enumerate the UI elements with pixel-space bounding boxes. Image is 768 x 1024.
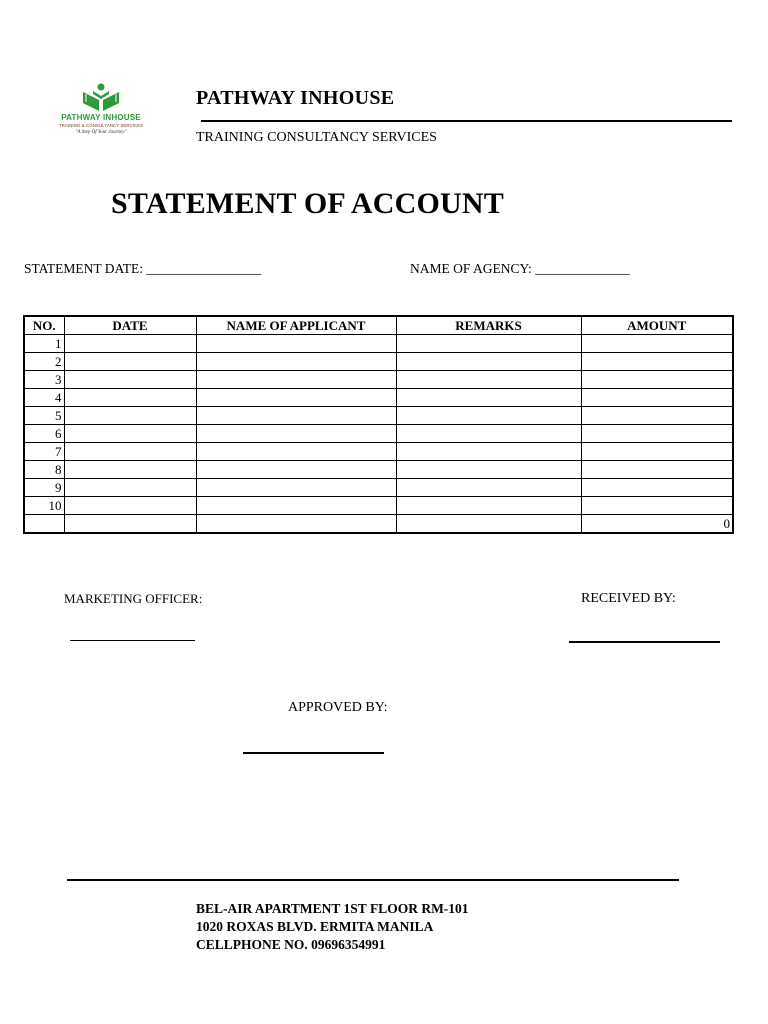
document-title: STATEMENT OF ACCOUNT: [111, 187, 504, 220]
table-row: [24, 461, 733, 479]
applicant-cell[interactable]: [196, 371, 396, 389]
amount-cell[interactable]: [581, 389, 733, 407]
logo-name: PATHWAY INHOUSE: [61, 113, 141, 122]
statement-table: [23, 315, 734, 534]
received-by-signature-line[interactable]: [569, 641, 720, 643]
date-cell[interactable]: [64, 371, 196, 389]
amount-cell[interactable]: [581, 443, 733, 461]
table-row: [24, 479, 733, 497]
received-by-label: RECEIVED BY:: [581, 591, 676, 606]
address-phone: CELLPHONE NO. 09696354991: [196, 937, 386, 952]
remarks-cell[interactable]: [396, 443, 581, 461]
remarks-cell[interactable]: [396, 407, 581, 425]
address-line-2: 1020 ROXAS BLVD. ERMITA MANILA: [196, 919, 434, 934]
row-number: 7: [24, 443, 64, 461]
agency-name-field[interactable]: NAME OF AGENCY: ______________: [410, 261, 630, 276]
date-cell[interactable]: [64, 497, 196, 515]
logo-subtitle: TRAINING & CONSULTANCY SERVICES: [58, 123, 144, 128]
remarks-cell[interactable]: [396, 371, 581, 389]
remarks-cell[interactable]: [396, 353, 581, 371]
amount-cell[interactable]: [581, 353, 733, 371]
row-number: 8: [24, 461, 64, 479]
column-header-applicant: NAME OF APPLICANT: [196, 316, 396, 335]
header-divider: [201, 120, 732, 122]
approved-by-signature-line[interactable]: [243, 752, 384, 754]
date-cell[interactable]: [64, 353, 196, 371]
remarks-cell[interactable]: [396, 461, 581, 479]
applicant-cell[interactable]: [196, 425, 396, 443]
applicant-cell[interactable]: [196, 497, 396, 515]
remarks-cell[interactable]: [396, 479, 581, 497]
amount-cell[interactable]: [581, 479, 733, 497]
marketing-officer-label: MARKETING OFFICER:: [64, 591, 203, 606]
amount-cell[interactable]: [581, 497, 733, 515]
address-line-1: BEL-AIR APARTMENT 1ST FLOOR RM-101: [196, 901, 469, 916]
company-name: PATHWAY INHOUSE: [196, 87, 395, 109]
row-number: 9: [24, 479, 64, 497]
table-row: [24, 389, 733, 407]
company-logo: [46, 82, 156, 144]
date-cell[interactable]: [64, 443, 196, 461]
total-row: [24, 515, 733, 534]
statement-date-field[interactable]: STATEMENT DATE: _________________: [24, 261, 262, 276]
applicant-cell[interactable]: [196, 335, 396, 353]
date-cell[interactable]: [64, 389, 196, 407]
total-amount: 0: [581, 515, 733, 534]
date-cell[interactable]: [64, 425, 196, 443]
date-cell[interactable]: [64, 479, 196, 497]
total-row-number: [24, 515, 64, 534]
row-number: 1: [24, 335, 64, 353]
table-row: [24, 407, 733, 425]
applicant-cell[interactable]: [196, 353, 396, 371]
company-services: TRAINING CONSULTANCY SERVICES: [196, 130, 437, 145]
table-row: [24, 443, 733, 461]
amount-cell[interactable]: [581, 461, 733, 479]
column-header-no: NO.: [24, 316, 64, 335]
amount-cell[interactable]: [581, 335, 733, 353]
applicant-cell[interactable]: [196, 407, 396, 425]
row-number: 10: [24, 497, 64, 515]
row-number: 2: [24, 353, 64, 371]
row-number: 3: [24, 371, 64, 389]
book-person-logo-icon: [81, 82, 121, 112]
date-cell[interactable]: [64, 461, 196, 479]
company-address: [196, 900, 469, 954]
table-row: [24, 497, 733, 515]
amount-cell[interactable]: [581, 407, 733, 425]
applicant-cell[interactable]: [196, 479, 396, 497]
logo-tagline: "A Step Of Your Journey": [75, 130, 127, 135]
total-remarks-cell: [396, 515, 581, 534]
footer-divider: [67, 879, 679, 881]
table-row: [24, 335, 733, 353]
date-cell[interactable]: [64, 407, 196, 425]
applicant-cell[interactable]: [196, 443, 396, 461]
applicant-cell[interactable]: [196, 389, 396, 407]
remarks-cell[interactable]: [396, 425, 581, 443]
column-header-date: DATE: [64, 316, 196, 335]
amount-cell[interactable]: [581, 425, 733, 443]
table-row: [24, 353, 733, 371]
table-row: [24, 425, 733, 443]
column-header-amount: AMOUNT: [581, 316, 733, 335]
applicant-cell[interactable]: [196, 461, 396, 479]
remarks-cell[interactable]: [396, 335, 581, 353]
remarks-cell[interactable]: [396, 497, 581, 515]
row-number: 6: [24, 425, 64, 443]
amount-cell[interactable]: [581, 371, 733, 389]
row-number: 5: [24, 407, 64, 425]
marketing-officer-signature-line[interactable]: [70, 640, 195, 641]
row-number: 4: [24, 389, 64, 407]
approved-by-label: APPROVED BY:: [288, 700, 388, 715]
table-header-row: [24, 316, 733, 335]
total-applicant-cell: [196, 515, 396, 534]
table-row: [24, 371, 733, 389]
total-date-cell: [64, 515, 196, 534]
date-cell[interactable]: [64, 335, 196, 353]
remarks-cell[interactable]: [396, 389, 581, 407]
column-header-remarks: REMARKS: [396, 316, 581, 335]
